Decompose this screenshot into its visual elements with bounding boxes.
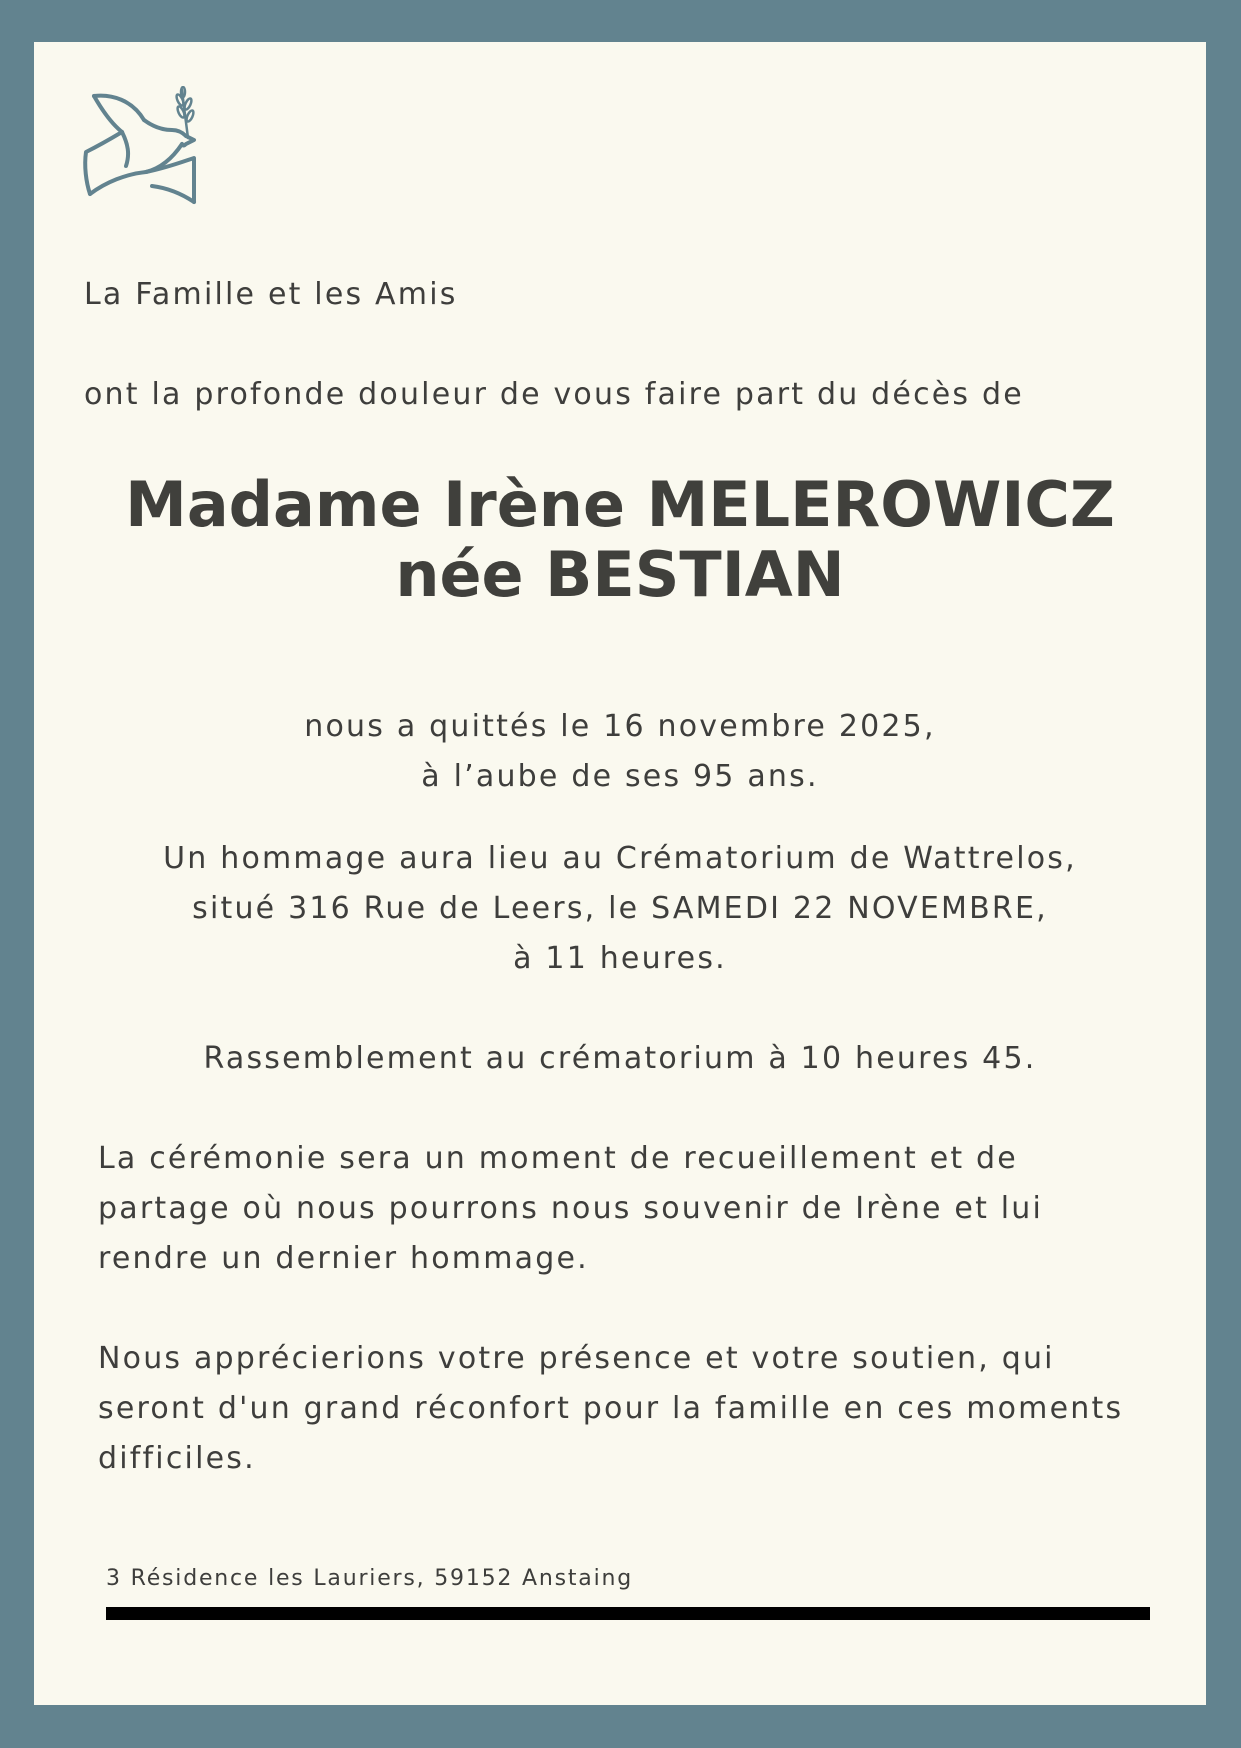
ceremony-block xyxy=(34,834,1206,984)
gathering-line: Rassemblement au crématorium à 10 heures 45. xyxy=(203,1041,1037,1076)
passing-block xyxy=(34,702,1206,802)
deceased-name: Madame Irène MELEROWICZ xyxy=(125,468,1115,541)
ceremony-time-line: à 11 heures. xyxy=(513,941,727,976)
ceremony-address-line: situé 316 Rue de Leers, le SAMEDI 22 NOVEMBRE, xyxy=(192,891,1048,926)
passing-age-line: à l’aube de ses 95 ans. xyxy=(421,759,819,794)
deceased-maiden-name: née BESTIAN xyxy=(395,538,845,611)
ceremony-place-line: Un hommage aura lieu au Crématorium de Wattrelos, xyxy=(163,841,1077,876)
passing-date-line: nous a quittés le 16 novembre 2025, xyxy=(304,709,936,744)
intro-line-family: La Famille et les Amis xyxy=(84,277,458,312)
family-address: 3 Résidence les Lauriers, 59152 Anstaing xyxy=(106,1566,633,1591)
ceremony-description-paragraph: La cérémonie sera un moment de recueillement et de partage où nous pourrons nous souvenir de Irène et lui rendre un dernier hommage. xyxy=(98,1141,1044,1276)
deceased-name-block xyxy=(34,470,1206,610)
footer-rule xyxy=(106,1607,1150,1620)
dove-icon xyxy=(82,86,208,212)
thanks-paragraph: Nous apprécierions votre présence et votre soutien, qui seront d'un grand réconfort pour la famille en ces moments difficiles. xyxy=(98,1341,1124,1476)
announcement-card xyxy=(34,42,1206,1705)
intro-line-announcement: ont la profonde douleur de vous faire part du décès de xyxy=(84,377,1024,412)
